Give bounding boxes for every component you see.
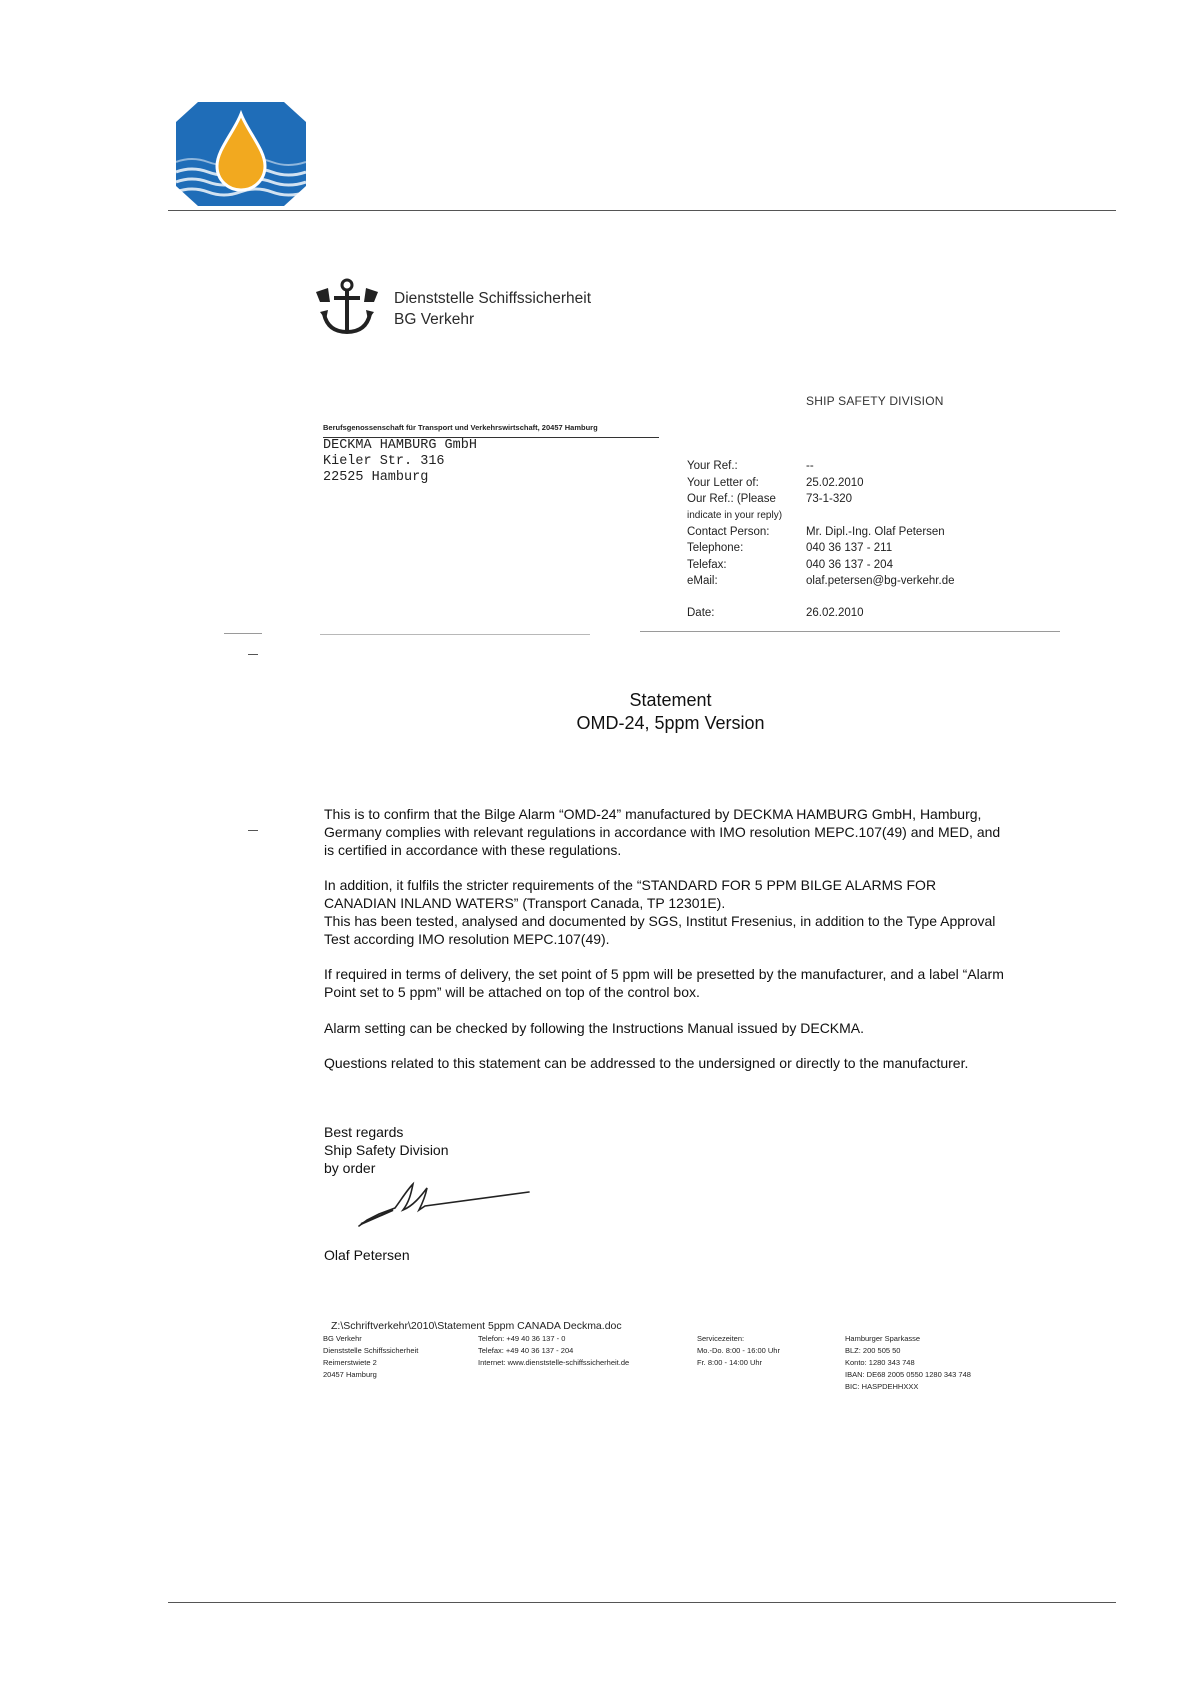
footer-column-hours: [697, 1333, 780, 1369]
body-paragraph-4: Alarm setting can be checked by following the Instructions Manual issued by DECKMA.: [324, 1020, 865, 1036]
fold-mark: [248, 654, 258, 655]
telephone-label: Telephone:: [687, 542, 744, 554]
footer-contact-line: Telefax: +49 40 36 137 - 204: [478, 1346, 574, 1355]
oil-drop-logo-icon: [176, 102, 306, 206]
contact-value: Mr. Dipl.-Ing. Olaf Petersen: [806, 526, 945, 538]
footer-bank-line: Konto: 1280 343 748: [845, 1358, 915, 1367]
footer-bank-line: IBAN: DE68 2005 0550 1280 343 748: [845, 1370, 971, 1379]
body-paragraph-1: This is to confirm that the Bilge Alarm “OMD-24” manufactured by DECKMA HAMBURG GmbH, Hamburg, Germany complies with relevant regulations in accordance with IMO resolution MEPC.107(49) and MED, and is certified in accordance with these regulations.: [324, 806, 1001, 858]
authority-name-line1: Dienststelle Schiffssicherheit: [394, 290, 591, 307]
body-paragraph-3: If required in terms of delivery, the set point of 5 ppm will be presetted by the manufacturer, and a label “Alarm Point set to 5 ppm” will be attached on top of the control box.: [324, 966, 1004, 1000]
body-paragraph-2a: In addition, it fulfils the stricter requirements of the “STANDARD FOR 5 PPM BILGE ALARMS FOR CANADIAN INLAND WATERS” (Transport Canada, TP 12301E).: [324, 877, 937, 911]
body-paragraph-5: Questions related to this statement can be addressed to the undersigned or directly to the manufacturer.: [324, 1055, 969, 1071]
statement-title: Statement: [629, 690, 712, 710]
your-ref-value: --: [806, 460, 814, 472]
closing-line1: Best regards: [324, 1124, 404, 1140]
anchor-emblem-icon: [316, 278, 378, 338]
telephone-value: 040 36 137 - 211: [806, 542, 893, 554]
body-paragraph-2b: This has been tested, analysed and documented by SGS, Institut Fresenius, in addition to the Type Approval Test according IMO resolution MEPC.107(49).: [324, 913, 996, 947]
footer-contact-line: Internet: www.dienststelle-schiffssicherheit.de: [478, 1358, 630, 1367]
footer-contact-line: Telefon: +49 40 36 137 - 0: [478, 1334, 566, 1343]
sender-line: Berufsgenossenschaft für Transport und Verkehrswirtschaft, 20457 Hamburg: [323, 423, 598, 432]
our-ref-label: Our Ref.: (Please: [687, 493, 776, 505]
footer-bank-line: BIC: HASPDEHHXXX: [845, 1382, 919, 1391]
closing-line2: Ship Safety Division: [324, 1142, 449, 1158]
document-path: Z:\Schriftverkehr\2010\Statement 5ppm CANADA Deckma.doc: [331, 1320, 622, 1332]
closing-line3: by order: [324, 1160, 376, 1176]
footer-address-line: 20457 Hamburg: [323, 1370, 377, 1379]
footer-hours-line: Servicezeiten:: [697, 1334, 745, 1343]
contact-label: Contact Person:: [687, 526, 770, 538]
scan-mark: [224, 633, 262, 634]
footer-bank-line: Hamburger Sparkasse: [845, 1334, 921, 1343]
closing-block: [324, 1123, 449, 1177]
footer-address-line: Reimerstwiete 2: [323, 1358, 377, 1367]
footer-address-line: Dienststelle Schiffssicherheit: [323, 1346, 419, 1355]
our-ref-label-note: indicate in your reply): [687, 510, 783, 521]
telefax-value: 040 36 137 - 204: [806, 559, 893, 571]
footer-column-bank: [845, 1333, 971, 1393]
footer-address-line: BG Verkehr: [323, 1334, 362, 1343]
scan-mark: [640, 631, 1060, 632]
statement-subtitle: OMD-24, 5ppm Version: [576, 713, 765, 733]
our-ref-value: 73-1-320: [806, 493, 853, 505]
email-label: eMail:: [687, 575, 718, 587]
signer-name: Olaf Petersen: [324, 1247, 410, 1263]
footer-column-contact: [478, 1333, 629, 1369]
signature: [355, 1180, 530, 1228]
fold-mark: [248, 830, 258, 831]
your-letter-label: Your Letter of:: [687, 477, 759, 489]
date-value: 26.02.2010: [806, 607, 864, 619]
division-label: SHIP SAFETY DIVISION: [806, 394, 944, 408]
email-value: olaf.petersen@bg-verkehr.de: [806, 575, 955, 587]
recipient-line2: Kieler Str. 316: [323, 454, 445, 469]
recipient-line1: DECKMA HAMBURG GmbH: [323, 438, 477, 453]
footer-rule: [168, 1602, 1116, 1603]
your-ref-label: Your Ref.:: [687, 460, 738, 472]
footer-hours-line: Mo.-Do. 8:00 - 16:00 Uhr: [697, 1346, 780, 1355]
scan-mark: [320, 634, 590, 635]
telefax-label: Telefax:: [687, 559, 727, 571]
footer-column-address: [323, 1333, 418, 1381]
date-label: Date:: [687, 607, 715, 619]
authority-name: [394, 288, 591, 330]
recipient-line3: 22525 Hamburg: [323, 470, 429, 485]
header-rule: [168, 210, 1116, 211]
authority-name-line2: BG Verkehr: [394, 311, 475, 328]
your-letter-value: 25.02.2010: [806, 477, 864, 489]
footer-hours-line: Fr. 8:00 - 14:00 Uhr: [697, 1358, 763, 1367]
footer-bank-line: BLZ: 200 505 50: [845, 1346, 901, 1355]
